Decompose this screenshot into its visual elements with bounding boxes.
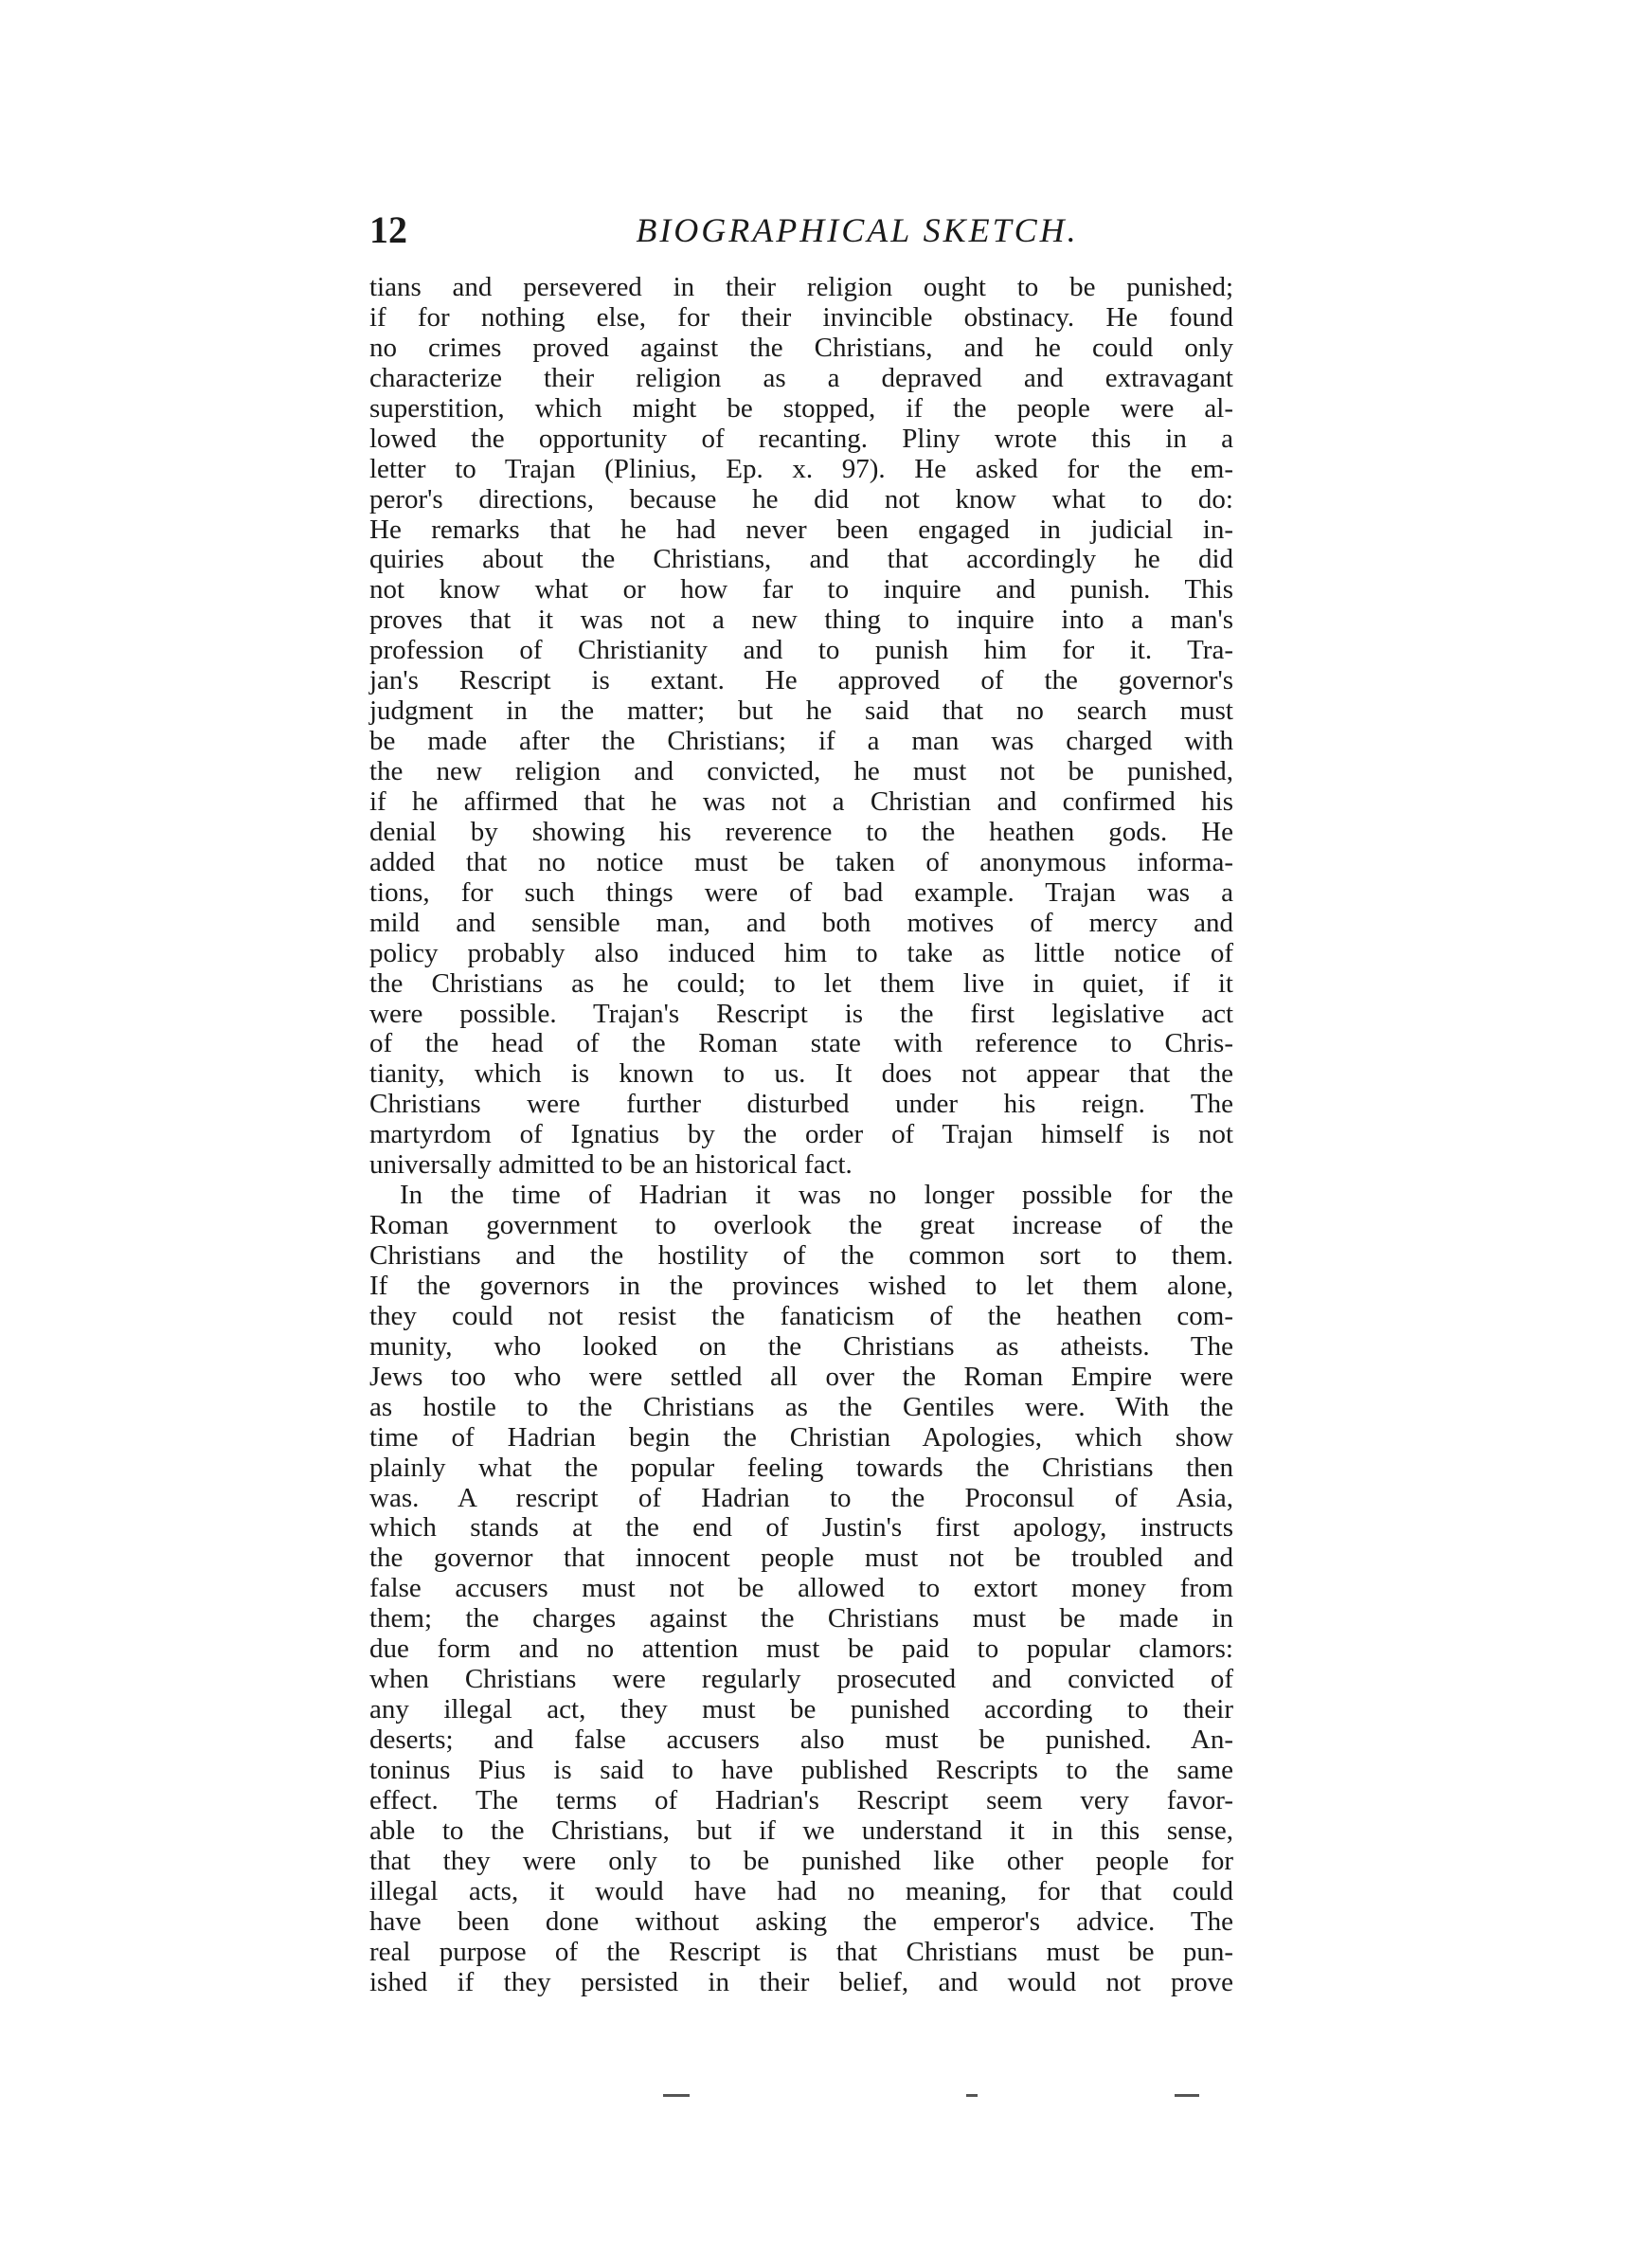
text-line: tians and persevered in their religion ought to be punished; xyxy=(369,272,1233,302)
text-line: no crimes proved against the Christians, and he could only xyxy=(369,332,1233,363)
text-line: real purpose of the Rescript is that Christians must be pun- xyxy=(369,1936,1233,1967)
text-line: characterize their religion as a depraved and extravagant xyxy=(369,362,1233,393)
print-mark xyxy=(1175,2094,1199,2097)
text-line: any illegal act, they must be punished according to their xyxy=(369,1694,1233,1725)
text-line: denial by showing his reverence to the heathen gods. He xyxy=(369,816,1233,847)
text-line: as hostile to the Christians as the Gentiles were. With the xyxy=(369,1391,1233,1422)
text-line: that they were only to be punished like other people for xyxy=(369,1845,1233,1876)
paragraph-end-line: universally admitted to be an historical fact. xyxy=(369,1149,853,1181)
page-number: 12 xyxy=(369,208,407,251)
print-mark xyxy=(663,2094,690,2097)
text-line: due form and no attention must be paid to popular clamors: xyxy=(369,1634,1233,1665)
text-line: able to the Christians, but if we understand it in this sense, xyxy=(369,1815,1233,1846)
text-line: time of Hadrian begin the Christian Apologies, which show xyxy=(369,1421,1233,1453)
text-line: which stands at the end of Justin's first apology, instructs xyxy=(369,1512,1233,1544)
text-line: have been done without asking the emperor's advice. The xyxy=(369,1905,1233,1937)
text-line: Roman government to overlook the great increase of the xyxy=(369,1210,1233,1241)
text-line: the Christians as he could; to let them live in quiet, if it xyxy=(369,967,1233,999)
text-line: peror's directions, because he did not know what to do: xyxy=(369,483,1233,515)
text-line: jan's Rescript is extant. He approved of the governor's xyxy=(369,665,1233,696)
text-line: the new religion and convicted, he must not be punished, xyxy=(369,756,1233,786)
running-title: BIOGRAPHICAL SKETCH. xyxy=(636,211,1079,249)
text-line: deserts; and false accusers also must be punished. An- xyxy=(369,1724,1233,1755)
text-line: they could not resist the fanaticism of the heathen com- xyxy=(369,1300,1233,1331)
text-line: not know what or how far to inquire and punish. This xyxy=(369,574,1233,605)
text-line: effect. The terms of Hadrian's Rescript seem very favor- xyxy=(369,1784,1233,1815)
text-line: Jews too who were settled all over the Roman Empire were xyxy=(369,1361,1233,1392)
text-line: Christians and the hostility of the common sort to them. xyxy=(369,1240,1233,1271)
text-line: illegal acts, it would have had no meaning, for that could xyxy=(369,1875,1233,1906)
page-header xyxy=(369,207,1250,254)
text-line: judgment in the matter; but he said that no search must xyxy=(369,695,1233,727)
text-line: proves that it was not a new thing to inquire into a man's xyxy=(369,605,1233,636)
text-line: policy probably also induced him to take as little notice of xyxy=(369,937,1233,968)
text-line: superstition, which might be stopped, if the people were al- xyxy=(369,392,1233,424)
text-line: tianity, which is known to us. It does not appear that the xyxy=(369,1058,1233,1090)
text-line: profession of Christianity and to punish him for it. Tra- xyxy=(369,635,1233,666)
text-line: tions, for such things were of bad example. Trajan was a xyxy=(369,876,1233,908)
text-line: plainly what the popular feeling towards the Christians then xyxy=(369,1452,1233,1483)
body-text xyxy=(369,273,1233,1997)
text-line: quiries about the Christians, and that accordingly he did xyxy=(369,544,1233,575)
text-line: be made after the Christians; if a man was charged with xyxy=(369,726,1233,757)
text-line: if he affirmed that he was not a Christian and confirmed his xyxy=(369,785,1233,817)
text-line: false accusers must not be allowed to extort money from xyxy=(369,1573,1233,1604)
print-mark xyxy=(966,2094,978,2097)
text-line: added that no notice must be taken of anonymous informa- xyxy=(369,846,1233,877)
text-line: if for nothing else, for their invincible obstinacy. He found xyxy=(369,301,1233,333)
text-line: He remarks that he had never been engaged in judicial in- xyxy=(369,514,1233,545)
text-line: was. A rescript of Hadrian to the Proconsul of Asia, xyxy=(369,1482,1233,1513)
print-marks xyxy=(663,2094,1231,2102)
text-line: If the governors in the provinces wished to let them alone, xyxy=(369,1270,1233,1301)
text-line: them; the charges against the Christians must be made in xyxy=(369,1603,1233,1634)
text-line: martyrdom of Ignatius by the order of Trajan himself is not xyxy=(369,1119,1233,1150)
text-line: were possible. Trajan's Rescript is the first legislative act xyxy=(369,998,1233,1029)
text-line: the governor that innocent people must not be troubled and xyxy=(369,1543,1233,1574)
text-line: ished if they persisted in their belief, and would not prove xyxy=(369,1966,1233,1997)
text-line: mild and sensible man, and both motives of mercy and xyxy=(369,907,1233,938)
text-line: toninus Pius is said to have published Rescripts to the same xyxy=(369,1754,1233,1785)
text-line: munity, who looked on the Christians as atheists. The xyxy=(369,1330,1233,1362)
text-line: Christians were further disturbed under his reign. The xyxy=(369,1089,1233,1120)
text-line: letter to Trajan (Plinius, Ep. x. 97). He asked for the em- xyxy=(369,453,1233,484)
text-line: when Christians were regularly prosecuted and convicted of xyxy=(369,1664,1233,1695)
paragraph-start-line: In the time of Hadrian it was no longer possible for the xyxy=(400,1180,1233,1211)
text-line: lowed the opportunity of recanting. Pliny wrote this in a xyxy=(369,423,1233,454)
text-line: of the head of the Roman state with reference to Chris- xyxy=(369,1028,1233,1059)
